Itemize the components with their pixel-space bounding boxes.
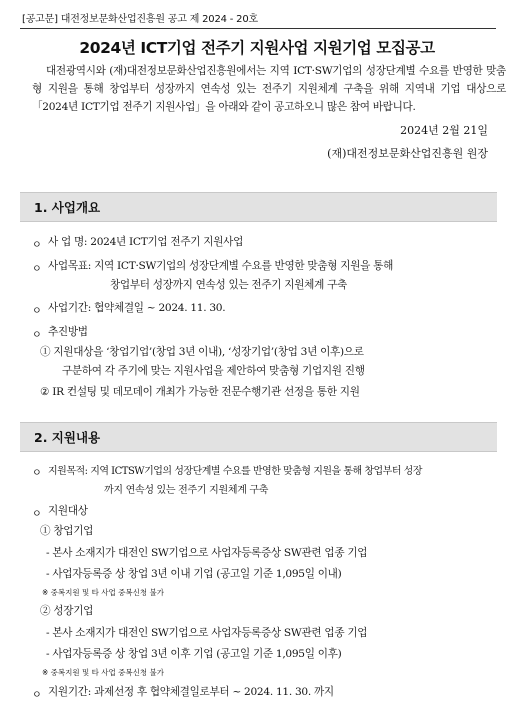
bullet-icon: ㅇ [32,264,42,275]
startup-item-2: - 사업자등록증 상 창업 3년 이내 기업 (공고일 기준 1,095일 이내) [46,568,342,580]
section-1-header [20,192,497,222]
method-1-line1: ① 지원대상을 ‘창업기업’(창업 3년 이내), ‘성장기업’(창업 3년 이후)으로 [40,346,364,358]
bullet-icon: ㅇ [32,240,42,251]
announcement-date: 2024년 2월 21일 [400,124,488,137]
method-2: ② IR 컨설팅 및 데모데이 개최가 가능한 전문수행기관 선정을 통한 지원 [40,386,360,398]
section-1-title: 1. 사업개요 [34,200,101,215]
growth-note: ※ 중복지원 및 타 사업 중복신청 불가 [42,668,165,677]
bullet-icon: ㅇ [32,306,42,317]
header-divider [20,28,496,29]
startup-title: ① 창업기업 [40,525,94,537]
section-2-header [20,422,497,452]
growth-item-2: - 사업자등록증 상 창업 3년 이후 기업 (공고일 기준 1,095일 이후) [46,648,342,660]
bullet-icon: ㅇ [32,468,42,479]
business-purpose-line1: 사업목표: 지역 ICT·SW기업의 성장단계별 수요를 반영한 맞춤형 지원을 통해 [48,260,394,272]
target-title: 지원대상 [48,505,88,517]
method-title: 추진방법 [48,326,88,338]
bullet-icon: ㅇ [32,509,42,520]
notice-number: [공고문] 대전정보문화산업진흥원 공고 제 2024 - 20호 [22,14,258,25]
support-purpose-line1: 지원목적: 지역 ICTSW기업의 성장단계별 수요를 반영한 맞춤형 지원을 통해 창업부터 성장 [48,466,422,477]
bullet-icon: ㅇ [32,330,42,341]
startup-item-1: - 본사 소재지가 대전인 SW기업으로 사업자등록증상 SW관련 업종 기업 [46,547,368,559]
business-purpose-line2: 창업부터 성장까지 연속성 있는 전주기 지원체계 구축 [110,279,347,291]
support-purpose-line2: 까지 연속성 있는 전주기 지원체계 구축 [104,485,269,496]
bullet-icon: ㅇ [32,690,42,701]
page-title: 2024년 ICT기업 전주기 지원사업 지원기업 모집공고 [79,39,435,57]
startup-note: ※ 중복지원 및 타 사업 중복신청 불가 [42,588,165,597]
issuer-name: (재)대전정보문화산업진흥원 원장 [327,147,488,160]
business-name: 사 업 명: 2024년 ICT기업 전주기 지원사업 [48,236,244,248]
support-period: 지원기간: 과제선정 후 협약체결일로부터 ~ 2024. 11. 30. 까지 [48,686,334,698]
section-2-title: 2. 지원내용 [34,430,101,445]
business-period: 사업기간: 협약체결일 ~ 2024. 11. 30. [48,302,226,314]
method-1-line2: 구분하여 각 주기에 맞는 지원사업을 제안하여 맞춤형 기업지원 진행 [62,365,365,377]
intro-paragraph: 대전광역시와 (재)대전정보문화산업진흥원에서는 지역 ICT·SW기업의 성장단계별 수요를 반영한 맞춤형 지원을 통해 창업부터 성장까지 연속성 있는 전주기 지원체계 구축을 위해 지역내 기업 대상으로 「2024년 ICT기업 전주기 지원사업」을 아래와 같이 공고하오니 많은 참여 바랍니다. [32,65,506,113]
growth-title: ② 성장기업 [40,605,94,617]
growth-item-1: - 본사 소재지가 대전인 SW기업으로 사업자등록증상 SW관련 업종 기업 [46,627,368,639]
